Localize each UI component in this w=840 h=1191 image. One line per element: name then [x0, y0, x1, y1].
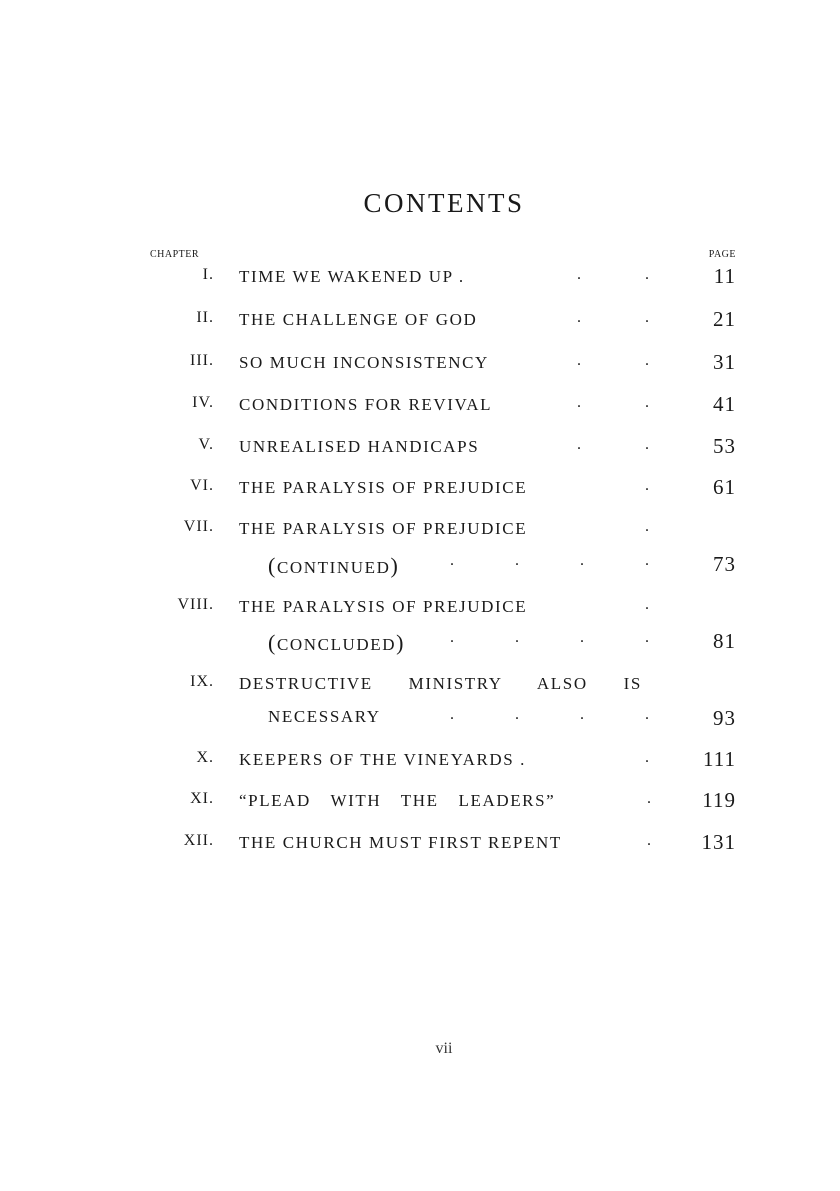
- leader-dot: .: [645, 596, 649, 613]
- toc-entry-10[interactable]: [0, 749, 840, 773]
- chapter-title: THE PARALYSIS OF PREJUDICE: [239, 519, 528, 538]
- leader-dot: .: [450, 629, 454, 646]
- folio-page-number: vii: [435, 1040, 453, 1057]
- leader-dot: .: [645, 394, 649, 411]
- toc-entry-4[interactable]: [0, 394, 840, 418]
- toc-entry-7-continuation[interactable]: [0, 552, 840, 576]
- page-number: 131: [701, 830, 736, 854]
- leader-dot: .: [645, 266, 649, 283]
- chapter-title: TIME WE WAKENED UP .: [239, 267, 465, 286]
- toc-entry-9-continuation[interactable]: [0, 706, 840, 730]
- close-paren: ): [390, 553, 400, 578]
- leader-dot: .: [647, 832, 651, 849]
- page-number: 21: [713, 307, 736, 331]
- chapter-title: DESTRUCTIVE MINISTRY ALSO IS: [239, 674, 642, 693]
- page-title: CONTENTS: [363, 188, 525, 218]
- chapter-column-header: CHAPTER: [150, 249, 200, 260]
- page-number: 81: [713, 629, 736, 653]
- chapter-subtitle: NECESSARY: [268, 707, 381, 726]
- leader-dot: .: [515, 706, 519, 723]
- toc-entry-7[interactable]: [0, 518, 840, 542]
- chapter-number: VII.: [183, 518, 214, 535]
- chapter-number: VI.: [190, 477, 214, 494]
- page-number: 61: [713, 475, 736, 499]
- open-paren: (: [268, 553, 277, 578]
- leader-dot: .: [645, 552, 649, 569]
- chapter-subtitle: [268, 553, 399, 579]
- page-number: 53: [713, 434, 736, 458]
- leader-dot: .: [577, 352, 581, 369]
- leader-dot: .: [645, 309, 649, 326]
- leader-dot: .: [577, 394, 581, 411]
- subtitle-label: CONTINUED: [276, 558, 391, 577]
- page-column-header: PAGE: [708, 249, 736, 260]
- chapter-title: UNREALISED HANDICAPS: [239, 437, 480, 456]
- page-number: 31: [713, 350, 736, 374]
- chapter-number: I.: [202, 266, 214, 283]
- toc-entry-11[interactable]: [0, 790, 840, 814]
- chapter-number: X.: [196, 749, 214, 766]
- page-number: 73: [713, 552, 736, 576]
- chapter-title: THE PARALYSIS OF PREJUDICE: [239, 478, 528, 497]
- chapter-subtitle: [268, 630, 405, 656]
- chapter-title: CONDITIONS FOR REVIVAL: [239, 395, 493, 414]
- subtitle-label: CONCLUDED: [276, 635, 397, 654]
- leader-dot: .: [515, 552, 519, 569]
- leader-dot: .: [450, 552, 454, 569]
- page-number: 119: [702, 788, 736, 812]
- chapter-title: THE CHALLENGE OF GOD: [239, 310, 478, 329]
- toc-entry-8-continuation[interactable]: [0, 629, 840, 653]
- leader-dot: .: [645, 629, 649, 646]
- chapter-title: SO MUCH INCONSISTENCY: [239, 353, 489, 372]
- leader-dot: .: [580, 629, 584, 646]
- leader-dot: .: [645, 352, 649, 369]
- leader-dot: .: [645, 477, 649, 494]
- toc-entry-1[interactable]: [0, 266, 840, 290]
- chapter-title: THE PARALYSIS OF PREJUDICE: [239, 597, 528, 616]
- chapter-number: II.: [196, 309, 214, 326]
- leader-dot: .: [647, 790, 651, 807]
- chapter-number: XII.: [183, 832, 214, 849]
- toc-entry-9[interactable]: [0, 673, 840, 697]
- page-number: 111: [703, 747, 736, 771]
- leader-dot: .: [450, 706, 454, 723]
- open-paren: (: [268, 630, 277, 655]
- leader-dot: .: [515, 629, 519, 646]
- toc-entry-2[interactable]: [0, 309, 840, 333]
- toc-entry-3[interactable]: [0, 352, 840, 376]
- chapter-title: “PLEAD WITH THE LEADERS”: [239, 791, 556, 810]
- leader-dot: .: [645, 749, 649, 766]
- leader-dot: .: [580, 706, 584, 723]
- leader-dot: .: [645, 436, 649, 453]
- leader-dot: .: [645, 518, 649, 535]
- page-number: 11: [713, 264, 736, 288]
- toc-entry-6[interactable]: [0, 477, 840, 501]
- page-number: 41: [713, 392, 736, 416]
- chapter-number: III.: [190, 352, 214, 369]
- page-number: 93: [713, 706, 736, 730]
- close-paren: ): [396, 630, 406, 655]
- leader-dot: .: [577, 309, 581, 326]
- chapter-number: VIII.: [177, 596, 214, 613]
- chapter-number: V.: [198, 436, 214, 453]
- toc-entry-8[interactable]: [0, 596, 840, 620]
- leader-dot: .: [577, 266, 581, 283]
- toc-entry-12[interactable]: [0, 832, 840, 856]
- chapter-number: IX.: [190, 673, 214, 690]
- chapter-title: THE CHURCH MUST FIRST REPENT: [239, 833, 562, 852]
- leader-dot: .: [645, 706, 649, 723]
- leader-dot: .: [580, 552, 584, 569]
- chapter-title: KEEPERS OF THE VINEYARDS .: [239, 750, 527, 769]
- chapter-number: IV.: [192, 394, 214, 411]
- leader-dot: .: [577, 436, 581, 453]
- toc-entry-5[interactable]: [0, 436, 840, 460]
- chapter-number: XI.: [190, 790, 214, 807]
